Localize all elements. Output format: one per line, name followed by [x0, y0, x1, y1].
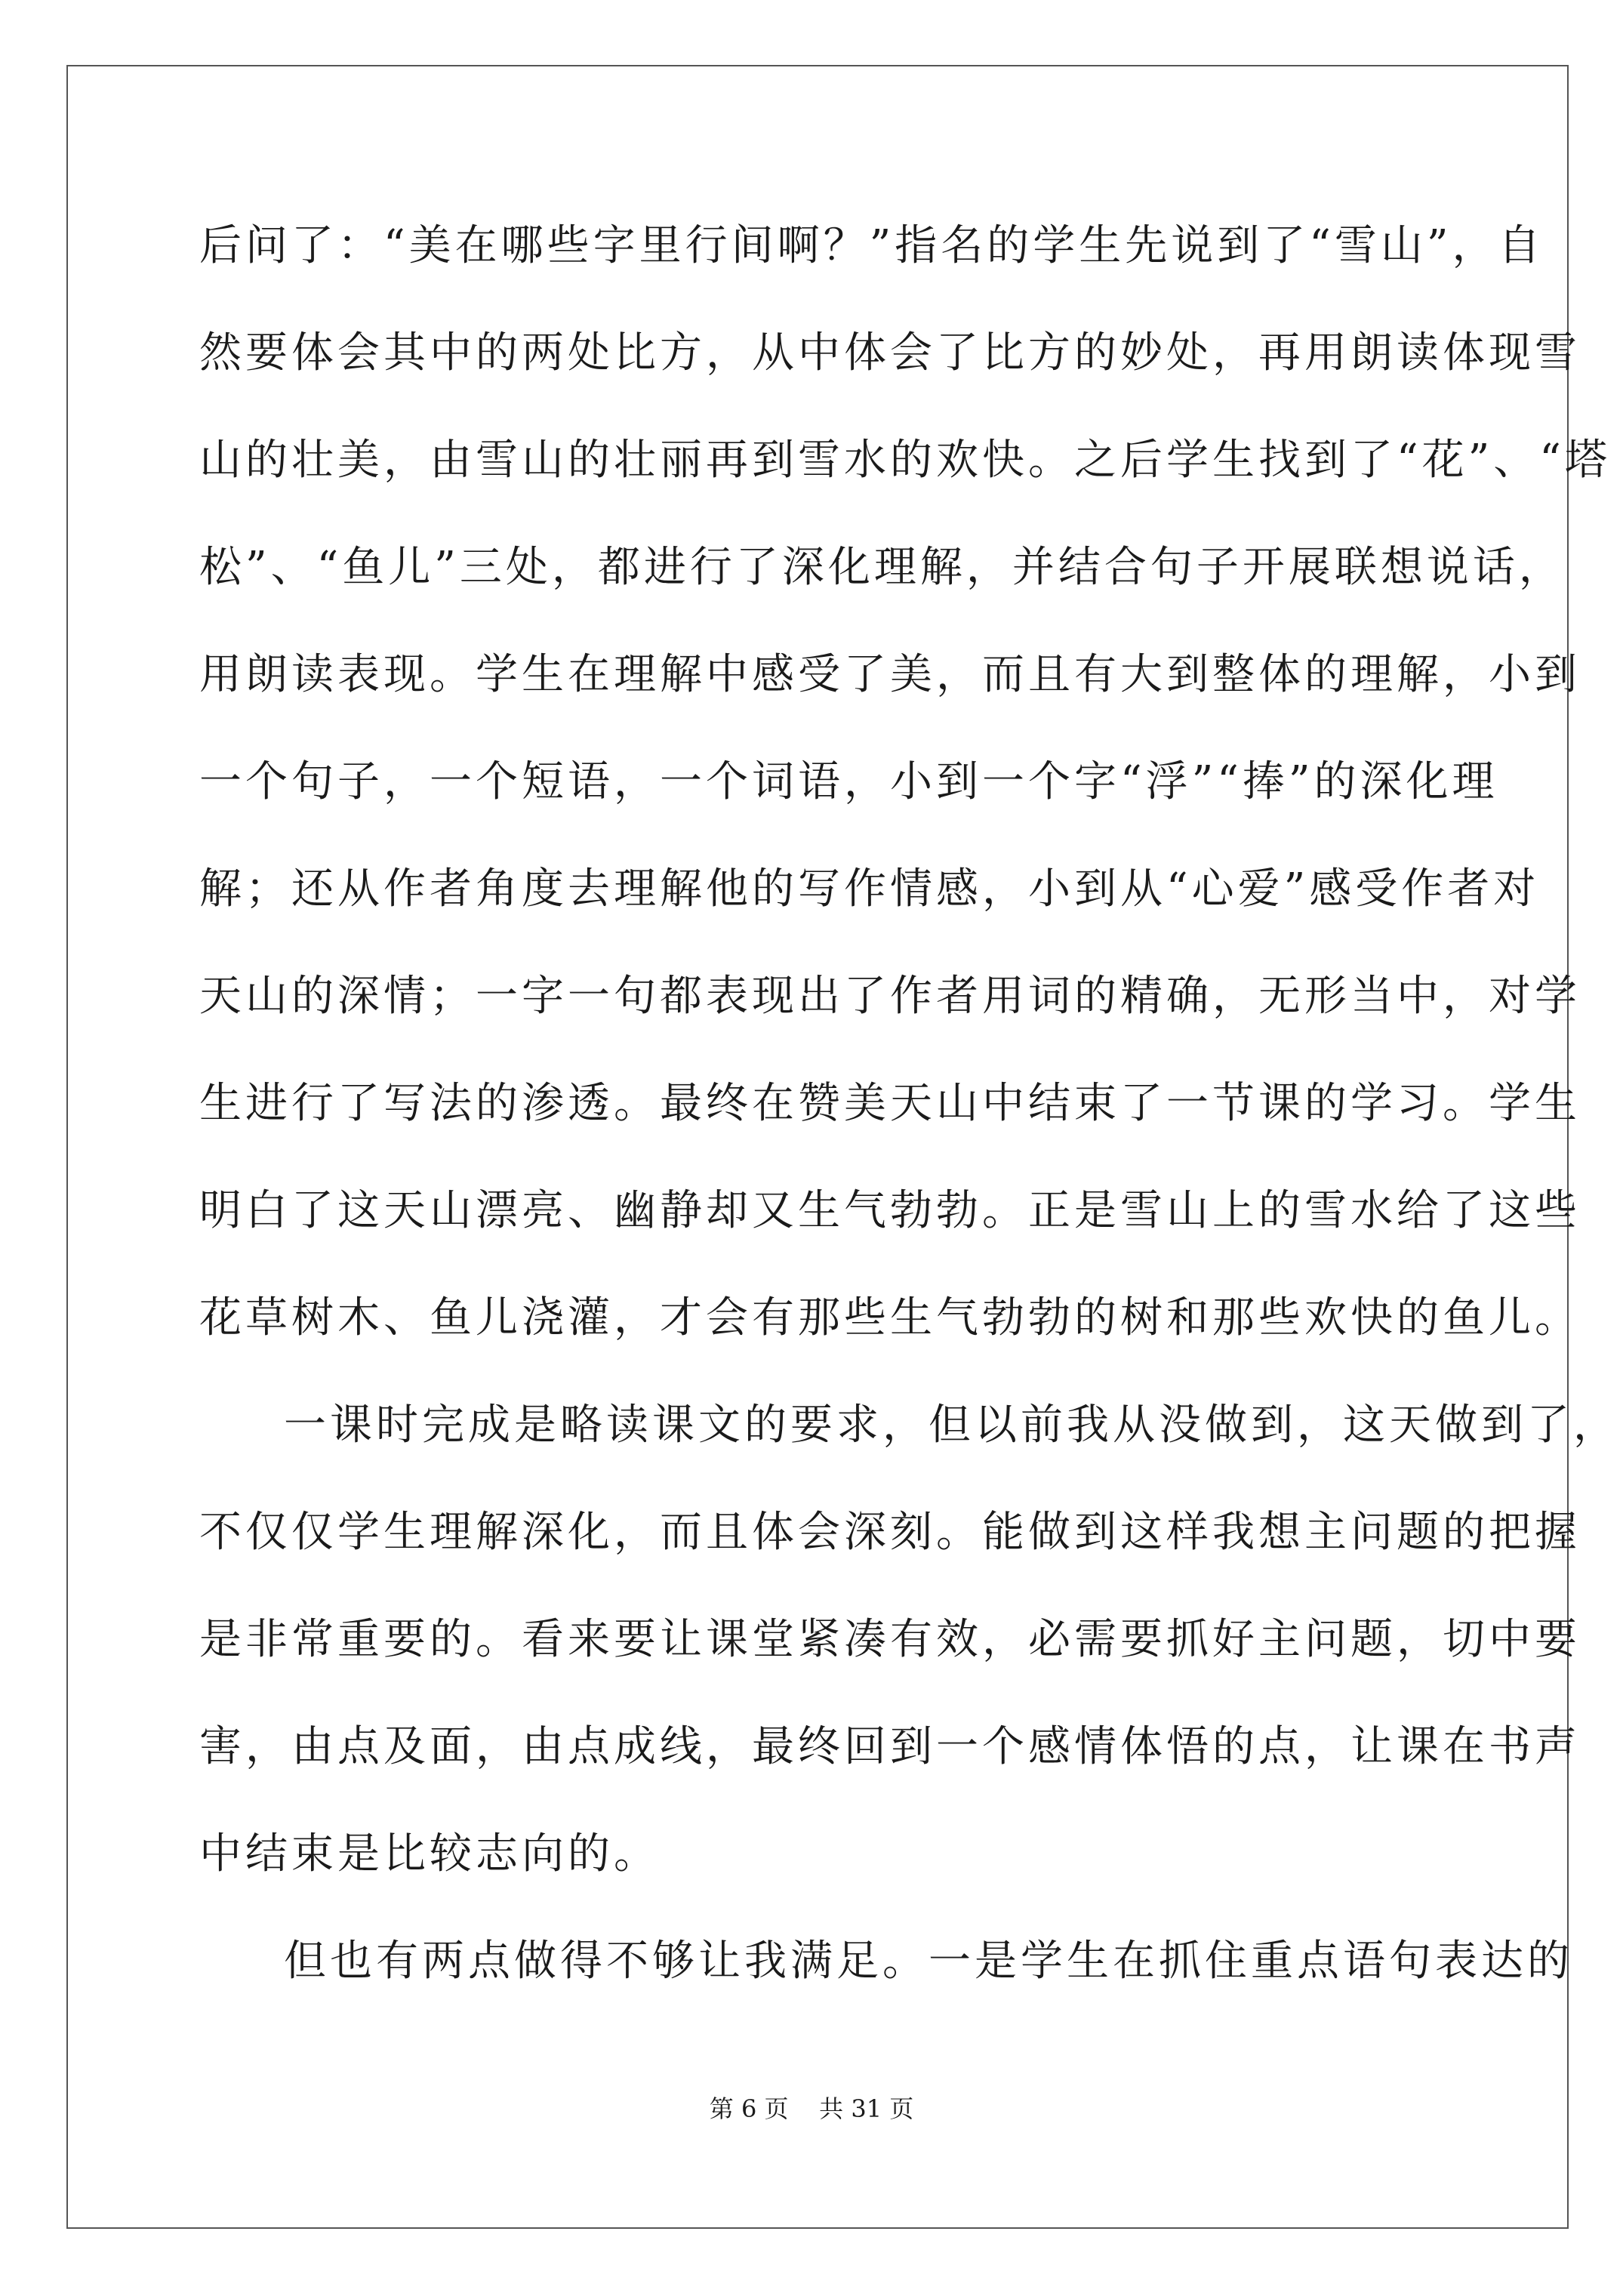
text-line: 明白了这天山漂亮、幽静却又生气勃勃。正是雪山上的雪水给了这些 [199, 1186, 1581, 1235]
text-line: 松”、“鱼儿”三处，都进行了深化理解，并结合句子开展联想说话， [199, 543, 1565, 592]
text-line: 然要体会其中的两处比方，从中体会了比方的妙处，再用朗读体现雪 [199, 328, 1581, 378]
text-line: 害，由点及面，由点成线，最终回到一个感情体悟的点，让课在书声 [199, 1722, 1581, 1771]
paragraph-first-line: 一课时完成是略读课文的要求，但以前我从没做到，这天做到了， [284, 1401, 1619, 1450]
text-line: 用朗读表现。学生在理解中感受了美，而且有大到整体的理解，小到 [199, 650, 1581, 699]
document-body [199, 216, 1619, 2039]
text-line: 一个句子，一个短语，一个词语，小到一个字“浮”“捧”的深化理 [199, 757, 1498, 806]
page-number-footer: 第 6 页 共 31 页 [709, 2094, 914, 2123]
text-line: 解；还从作者角度去理解他的写作情感，小到从“心爱”感受作者对 [199, 864, 1540, 914]
text-line: 后问了：“美在哪些字里行间啊？”指名的学生先说到了“雪山”，自 [199, 221, 1544, 270]
paragraph-first-line: 但也有两点做得不够让我满足。一是学生在抓住重点语句表达的 [284, 1937, 1573, 1986]
text-line: 生进行了写法的渗透。最终在赞美天山中结束了一节课的学习。学生 [199, 1079, 1581, 1128]
text-line: 花草树木、鱼儿浇灌，才会有那些生气勃勃的树和那些欢快的鱼儿。 [199, 1293, 1581, 1342]
text-line: 不仅仅学生理解深化，而且体会深刻。能做到这样我想主问题的把握 [199, 1508, 1581, 1557]
text-line: 中结束是比较志向的。 [199, 1829, 660, 1878]
text-line: 天山的深情；一字一句都表现出了作者用词的精确，无形当中，对学 [199, 972, 1581, 1021]
text-line: 山的壮美，由雪山的壮丽再到雪水的欢快。之后学生找到了“花”、“塔 [199, 436, 1611, 485]
text-line: 是非常重要的。看来要让课堂紧凑有效，必需要抓好主问题，切中要 [199, 1615, 1581, 1664]
